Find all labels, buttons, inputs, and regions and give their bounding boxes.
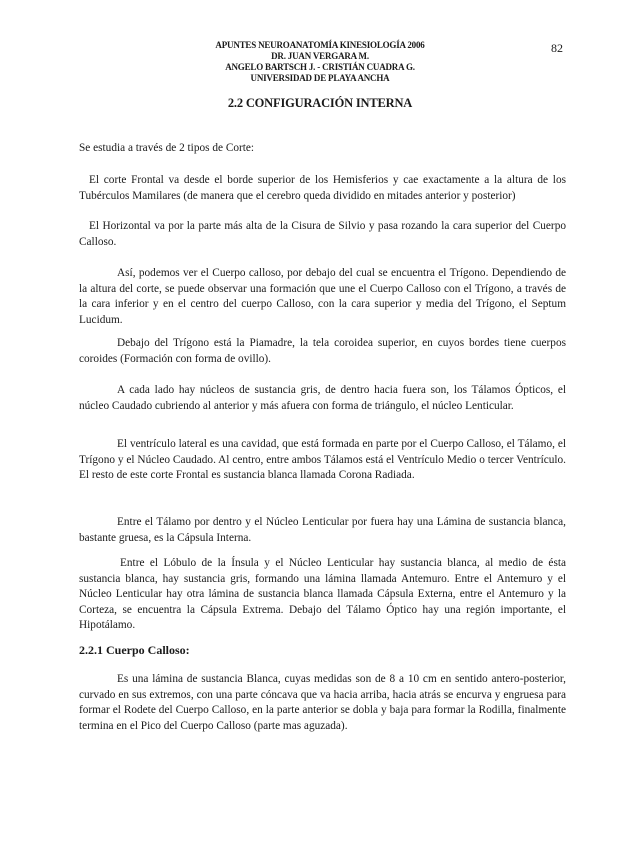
header-authors-line: ANGELO BARTSCH J. - CRISTIÁN CUADRA G. — [225, 62, 415, 72]
paragraph-antemuro: Entre el Lóbulo de la Ínsula y el Núcleo Lenticular hay sustancia blanca, al medio de ésta sustancia blanca, hay sustancia gris, formando una lámina llamada Antemuro. Entre el Antemuro y el Núcleo Lenticular hay otra lámina de sustancia blanca llamada Cápsula Externa, entre el Antemuro y la Corteza, se encuentra la Cápsula Extrema. Debajo del Tálamo Óptico hay una región importante, el Hipotálamo. — [79, 557, 566, 631]
paragraph-piamadre: Debajo del Trígono está la Piamadre, la tela coroidea superior, en cuyos bordes tiene cuerpos coroides (Formación con forma de ovillo). — [79, 337, 566, 365]
paragraph-cuerpo-calloso: Así, podemos ver el Cuerpo calloso, por debajo del cual se encuentra el Trígono. Dependiendo de la altura del corte, se puede observar una formación que une el Cuerpo Calloso con el Trígono, a través de la cara inferior y en el centro del cuerpo Calloso, con la cara superior y media del Trígono, el Septum Lucidum. — [79, 267, 566, 326]
header-course-line: APUNTES NEUROANATOMÍA KINESIOLOGÍA 2006 — [215, 40, 425, 50]
intro-paragraph: Se estudia a través de 2 tipos de Corte: — [79, 142, 255, 154]
header-professor-line: DR. JUAN VERGARA M. — [271, 51, 369, 61]
paragraph-nucleos: A cada lado hay núcleos de sustancia gris, de dentro hacia fuera son, los Tálamos Ópticos, el núcleo Caudado cubriendo al anterior y más afuera con forma de triángulo, el núcleo Lenticular. — [79, 384, 566, 412]
subsection-title: 2.2.1 Cuerpo Calloso: — [79, 643, 190, 657]
page-number: 82 — [551, 41, 563, 55]
paragraph-ventriculo: El ventrículo lateral es una cavidad, que está formada en parte por el Cuerpo Calloso, el Tálamo, el Trígono y el Núcleo Caudado. Al centro, entre ambos Tálamos está el Ventrículo Medio o tercer Ventrículo. El resto de este corte Frontal es sustancia blanca llamada Corona Radiada. — [79, 438, 566, 481]
paragraph-horizontal-cut: El Horizontal va por la parte más alta de la Cisura de Silvio y pasa rozando la cara superior del Cuerpo Calloso. — [79, 220, 566, 248]
paragraph-cuerpo-calloso-description: Es una lámina de sustancia Blanca, cuyas medidas son de 8 a 10 cm en sentido antero-posterior, curvado en sus extremos, con una parte cóncava que va hacia arriba, hacia atrás se encurva y engruesa para formar el Rodete del Cuerpo Calloso, en la parte anterior se dobla y baja para formar la Rodilla, finalmente termina en el Pico del Cuerpo Calloso (parte mas aguzada). — [79, 673, 566, 732]
section-title: 2.2 CONFIGURACIÓN INTERNA — [227, 96, 413, 110]
paragraph-frontal-cut: El corte Frontal va desde el borde superior de los Hemisferios y cae exactamente a la altura de los Tubérculos Mamilares (de manera que el cerebro queda dividido en mitades anterior y posterior) — [79, 174, 566, 202]
header-university-line: UNIVERSIDAD DE PLAYA ANCHA — [250, 73, 390, 83]
document-header — [150, 40, 490, 84]
paragraph-capsula-interna: Entre el Tálamo por dentro y el Núcleo Lenticular por fuera hay una Lámina de sustancia blanca, bastante gruesa, es la Cápsula Interna. — [79, 516, 566, 544]
